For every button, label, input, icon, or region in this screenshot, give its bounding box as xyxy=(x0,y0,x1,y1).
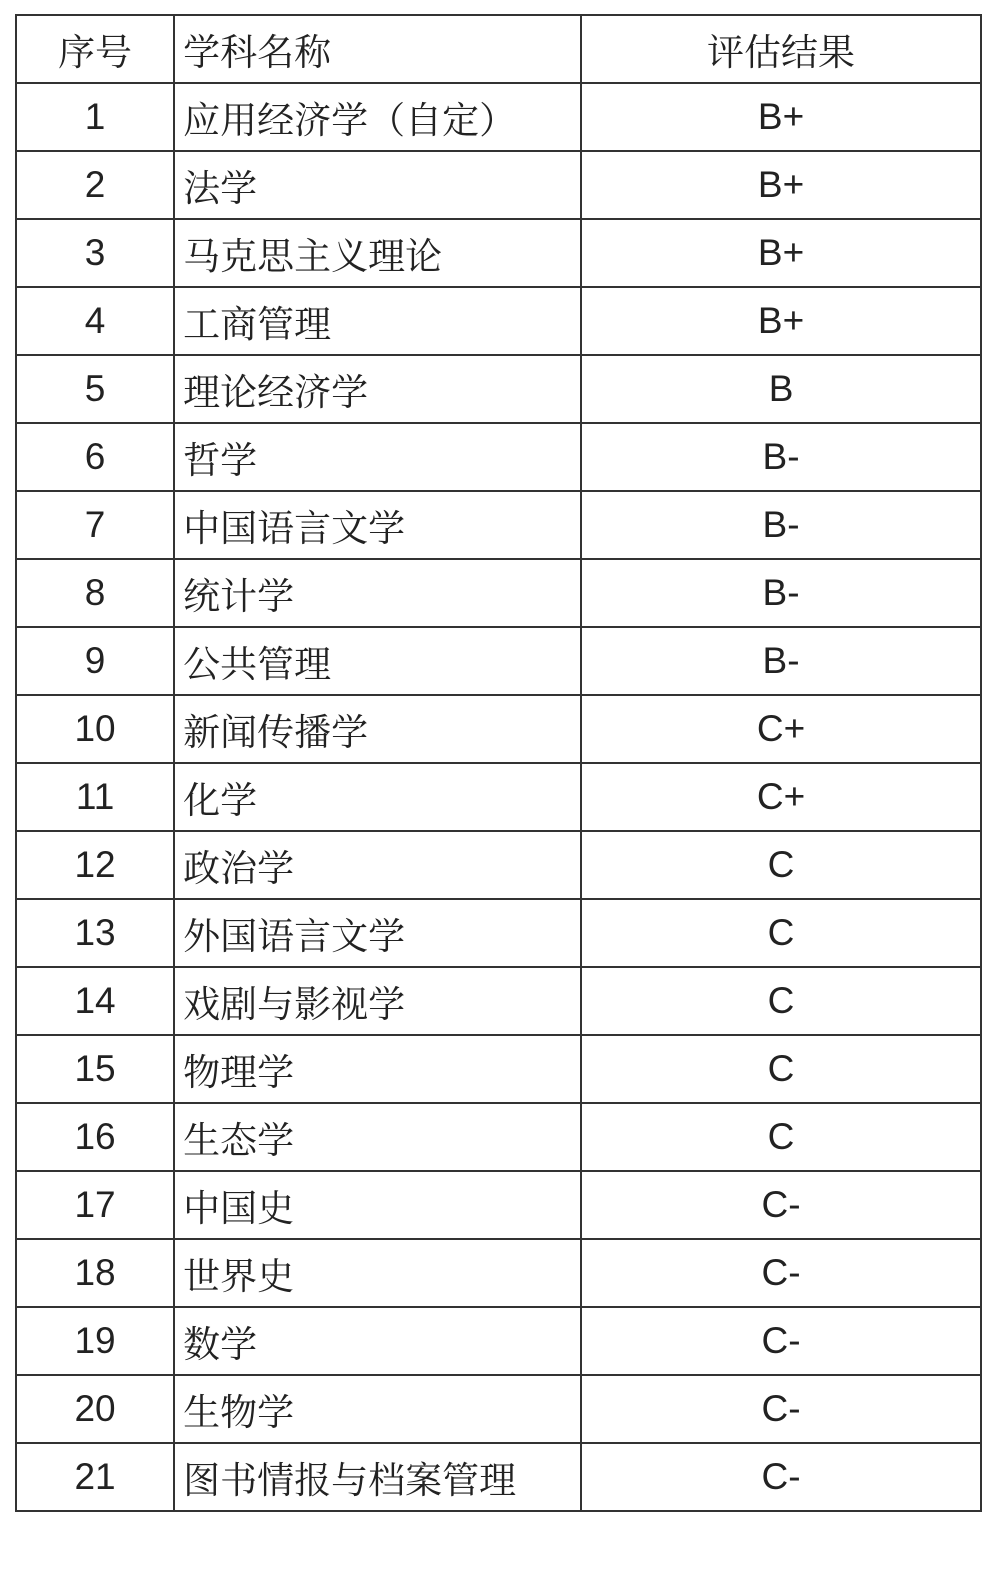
row-subject: 图书情报与档案管理 xyxy=(174,1443,581,1511)
row-subject: 工商管理 xyxy=(174,287,581,355)
row-result: C- xyxy=(581,1239,981,1307)
table-row xyxy=(16,627,981,695)
row-subject: 生态学 xyxy=(174,1103,581,1171)
row-number: 10 xyxy=(16,695,174,763)
table-row xyxy=(16,1171,981,1239)
row-number: 18 xyxy=(16,1239,174,1307)
row-number: 13 xyxy=(16,899,174,967)
row-result: C- xyxy=(581,1307,981,1375)
row-number: 3 xyxy=(16,219,174,287)
row-subject: 公共管理 xyxy=(174,627,581,695)
row-number: 1 xyxy=(16,83,174,151)
row-subject: 政治学 xyxy=(174,831,581,899)
table-row xyxy=(16,831,981,899)
row-subject: 统计学 xyxy=(174,559,581,627)
table-row xyxy=(16,899,981,967)
row-number: 14 xyxy=(16,967,174,1035)
table-row xyxy=(16,151,981,219)
row-number: 19 xyxy=(16,1307,174,1375)
row-subject: 理论经济学 xyxy=(174,355,581,423)
table-body xyxy=(16,83,981,1511)
row-subject: 应用经济学（自定） xyxy=(174,83,581,151)
row-subject: 物理学 xyxy=(174,1035,581,1103)
row-subject: 戏剧与影视学 xyxy=(174,967,581,1035)
row-subject: 哲学 xyxy=(174,423,581,491)
table-row xyxy=(16,763,981,831)
row-number: 5 xyxy=(16,355,174,423)
row-number: 21 xyxy=(16,1443,174,1511)
row-result: C xyxy=(581,831,981,899)
row-subject: 生物学 xyxy=(174,1375,581,1443)
header-result: 评估结果 xyxy=(581,15,981,83)
header-row xyxy=(16,15,981,83)
row-number: 16 xyxy=(16,1103,174,1171)
row-number: 12 xyxy=(16,831,174,899)
row-number: 2 xyxy=(16,151,174,219)
row-number: 20 xyxy=(16,1375,174,1443)
row-subject: 数学 xyxy=(174,1307,581,1375)
row-result: B- xyxy=(581,423,981,491)
row-number: 17 xyxy=(16,1171,174,1239)
row-result: C+ xyxy=(581,695,981,763)
evaluation-table xyxy=(15,14,982,1512)
row-result: B+ xyxy=(581,83,981,151)
table-row xyxy=(16,1307,981,1375)
table-row xyxy=(16,695,981,763)
row-result: C- xyxy=(581,1171,981,1239)
row-result: B+ xyxy=(581,287,981,355)
row-result: B- xyxy=(581,627,981,695)
row-subject: 外国语言文学 xyxy=(174,899,581,967)
row-subject: 中国语言文学 xyxy=(174,491,581,559)
row-result: B+ xyxy=(581,151,981,219)
row-subject: 法学 xyxy=(174,151,581,219)
table-row xyxy=(16,423,981,491)
row-result: C- xyxy=(581,1375,981,1443)
table-row xyxy=(16,1035,981,1103)
table-row xyxy=(16,1375,981,1443)
table-row xyxy=(16,219,981,287)
header-number: 序号 xyxy=(16,15,174,83)
row-subject: 新闻传播学 xyxy=(174,695,581,763)
row-number: 6 xyxy=(16,423,174,491)
row-subject: 世界史 xyxy=(174,1239,581,1307)
table-row xyxy=(16,491,981,559)
table-row xyxy=(16,355,981,423)
row-result: B xyxy=(581,355,981,423)
row-number: 4 xyxy=(16,287,174,355)
row-result: C xyxy=(581,899,981,967)
row-number: 15 xyxy=(16,1035,174,1103)
row-subject: 中国史 xyxy=(174,1171,581,1239)
row-result: B+ xyxy=(581,219,981,287)
table-row xyxy=(16,83,981,151)
row-result: C xyxy=(581,1035,981,1103)
row-result: B- xyxy=(581,559,981,627)
row-number: 7 xyxy=(16,491,174,559)
header-subject: 学科名称 xyxy=(174,15,581,83)
row-number: 11 xyxy=(16,763,174,831)
row-subject: 化学 xyxy=(174,763,581,831)
table-row xyxy=(16,559,981,627)
row-number: 8 xyxy=(16,559,174,627)
table-row xyxy=(16,287,981,355)
row-result: C xyxy=(581,967,981,1035)
row-subject: 马克思主义理论 xyxy=(174,219,581,287)
table-row xyxy=(16,1443,981,1511)
row-result: C- xyxy=(581,1443,981,1511)
row-result: C+ xyxy=(581,763,981,831)
row-result: C xyxy=(581,1103,981,1171)
row-number: 9 xyxy=(16,627,174,695)
row-result: B- xyxy=(581,491,981,559)
table-row xyxy=(16,1239,981,1307)
table-row xyxy=(16,967,981,1035)
table-row xyxy=(16,1103,981,1171)
